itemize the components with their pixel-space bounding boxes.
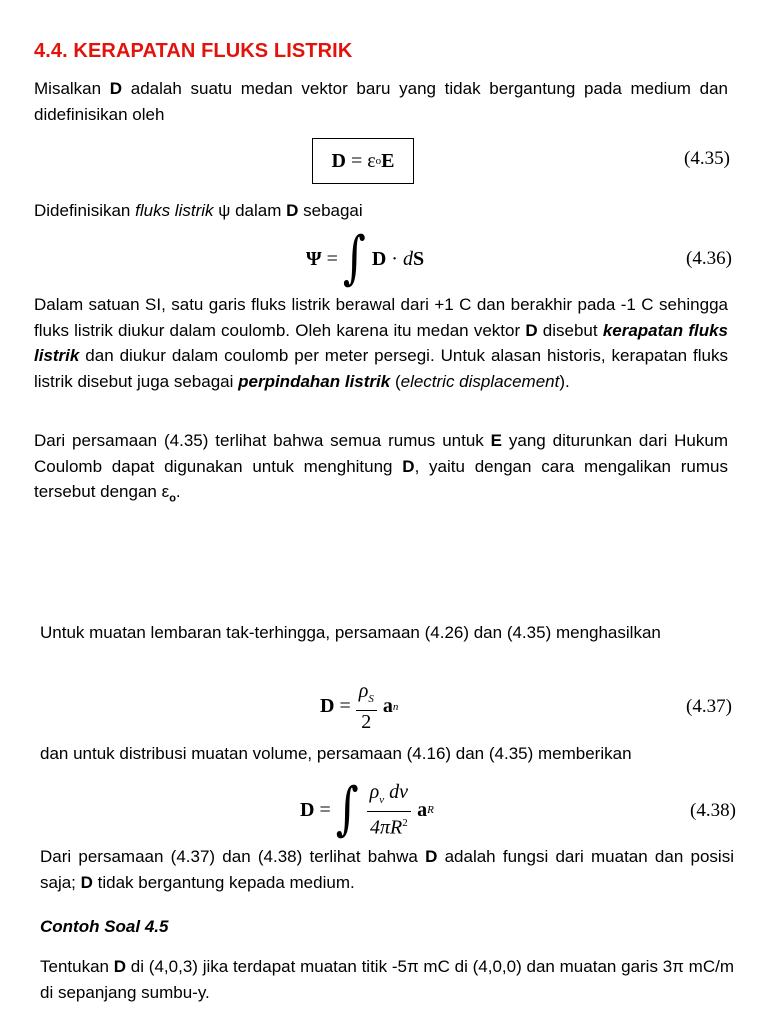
text: tidak bergantung kepada medium. — [92, 872, 355, 892]
text: , yaitu dengan cara mengalikan rumus tersebut dengan ε — [34, 456, 728, 501]
text: yang diturunkan dari Hukum Coulomb dapat digunakan untuk menghitung — [34, 431, 728, 476]
eq-symbol: D — [371, 247, 387, 270]
bold-symbol: D — [109, 79, 123, 98]
eq-equals: = — [345, 149, 368, 172]
conclusion-paragraph — [40, 844, 734, 895]
text: ). — [559, 371, 570, 391]
fraction-numerator — [356, 680, 377, 711]
fraction-denominator — [367, 812, 411, 839]
text: dan diukur dalam coulomb per meter persegi. Untuk alasan historis, kerapatan fluks listrik disebut juga sebagai — [34, 346, 728, 391]
text: Dalam satuan SI, satu garis fluks listrik berawal dari +1 C dan berakhir pada -1 C sehingga fluks listrik diukur dalam coulomb. Oleh karena itu medan vektor — [34, 295, 728, 340]
text: sebagai — [298, 201, 363, 220]
eq-subscript: v — [379, 794, 385, 807]
fraction-denominator: 2 — [361, 711, 372, 733]
coulomb-paragraph — [34, 428, 728, 512]
text: Dari persamaan (4.35) terlihat bahwa semua rumus untuk — [34, 431, 491, 450]
eq-rho: ρ — [369, 781, 380, 804]
intro-paragraph — [34, 76, 728, 127]
eq-symbol: D — [300, 798, 315, 821]
text: adalah suatu medan vektor baru yang tidak bergantung pada medium dan didefinisikan oleh — [34, 79, 729, 124]
equation-4-38 — [300, 776, 434, 843]
text: Didefinisikan — [34, 201, 136, 220]
eq-denominator: 4πR — [369, 816, 403, 839]
eq-rho: ρ — [358, 680, 369, 702]
text: ( — [390, 371, 401, 391]
eq-equals: = — [334, 695, 356, 717]
fraction — [356, 680, 377, 733]
eq-dv: dv — [384, 781, 409, 804]
eq-epsilon: ε — [367, 149, 376, 172]
eq-vector-a: a — [417, 798, 428, 821]
si-units-paragraph — [34, 292, 728, 394]
fraction — [367, 781, 411, 839]
text: Misalkan — [34, 79, 110, 98]
text: disebut — [537, 320, 603, 340]
text: Tentukan — [40, 957, 114, 976]
text: ψ dalam — [213, 201, 287, 220]
bold-symbol: D — [425, 847, 438, 866]
eq-dot: · — [386, 247, 403, 270]
definition-paragraph — [34, 198, 728, 224]
eq-symbol: E — [381, 149, 395, 172]
eq-equals: = — [321, 247, 343, 270]
equation-number: (4.36) — [686, 248, 732, 269]
volume-charge-paragraph: dan untuk distribusi muatan volume, persamaan (4.16) dan (4.35) memberikan — [40, 744, 632, 763]
eq-superscript: 2 — [402, 817, 408, 830]
eq-symbol: Ψ — [306, 247, 322, 270]
eq-subscript: S — [368, 693, 374, 705]
equation-4-36 — [306, 225, 425, 292]
text: . — [175, 482, 181, 501]
fraction-numerator — [367, 781, 411, 812]
eq-symbol: S — [412, 247, 425, 270]
eq-subscript: R — [427, 804, 434, 816]
eq-symbol: D — [320, 695, 335, 717]
bold-symbol: D — [80, 872, 93, 892]
equation-number: (4.35) — [684, 148, 730, 169]
eq-subscript: n — [392, 700, 399, 713]
bold-symbol: D — [525, 320, 538, 340]
equation-number: (4.38) — [690, 800, 736, 821]
eq-symbol: D — [331, 149, 346, 172]
eq-vector-a: a — [382, 695, 393, 717]
example-question — [40, 954, 734, 1005]
section-title: 4.4. KERAPATAN FLUKS LISTRIK — [34, 40, 353, 62]
example-title: Contoh Soal 4.5 — [40, 917, 169, 936]
bold-symbol: E — [490, 431, 503, 450]
text: Dari persamaan (4.37) dan (4.38) terlihat bahwa — [40, 847, 426, 866]
bold-symbol: D — [402, 456, 415, 476]
eq-equals: = — [314, 798, 336, 821]
subscript: o — [169, 492, 176, 505]
italic-term: electric displacement — [400, 371, 560, 391]
integral-sign: ∫ — [342, 225, 366, 292]
eq-d: d — [402, 247, 413, 270]
bold-italic-term: kerapatan fluks listrik — [34, 320, 729, 365]
bold-symbol: D — [286, 201, 299, 220]
equation-number: (4.37) — [686, 696, 732, 717]
integral-sign: ∫ — [335, 776, 359, 843]
equation-4-35-box — [312, 138, 414, 184]
text: adalah fungsi dari muatan dan posisi saja; — [40, 847, 734, 892]
equation-4-37 — [320, 680, 398, 733]
eq-subscript: o — [375, 155, 382, 167]
italic-term: fluks listrik — [135, 201, 214, 220]
bold-symbol: D — [113, 957, 127, 976]
bold-italic-term: perpindahan listrik — [238, 371, 391, 391]
sheet-charge-paragraph: Untuk muatan lembaran tak-terhingga, persamaan (4.26) dan (4.35) menghasilkan — [40, 623, 661, 642]
text: di (4,0,3) jika terdapat muatan titik -5π mC di (4,0,0) dan muatan garis 3π mC/m di sepanjang sumbu-y. — [40, 957, 734, 1002]
